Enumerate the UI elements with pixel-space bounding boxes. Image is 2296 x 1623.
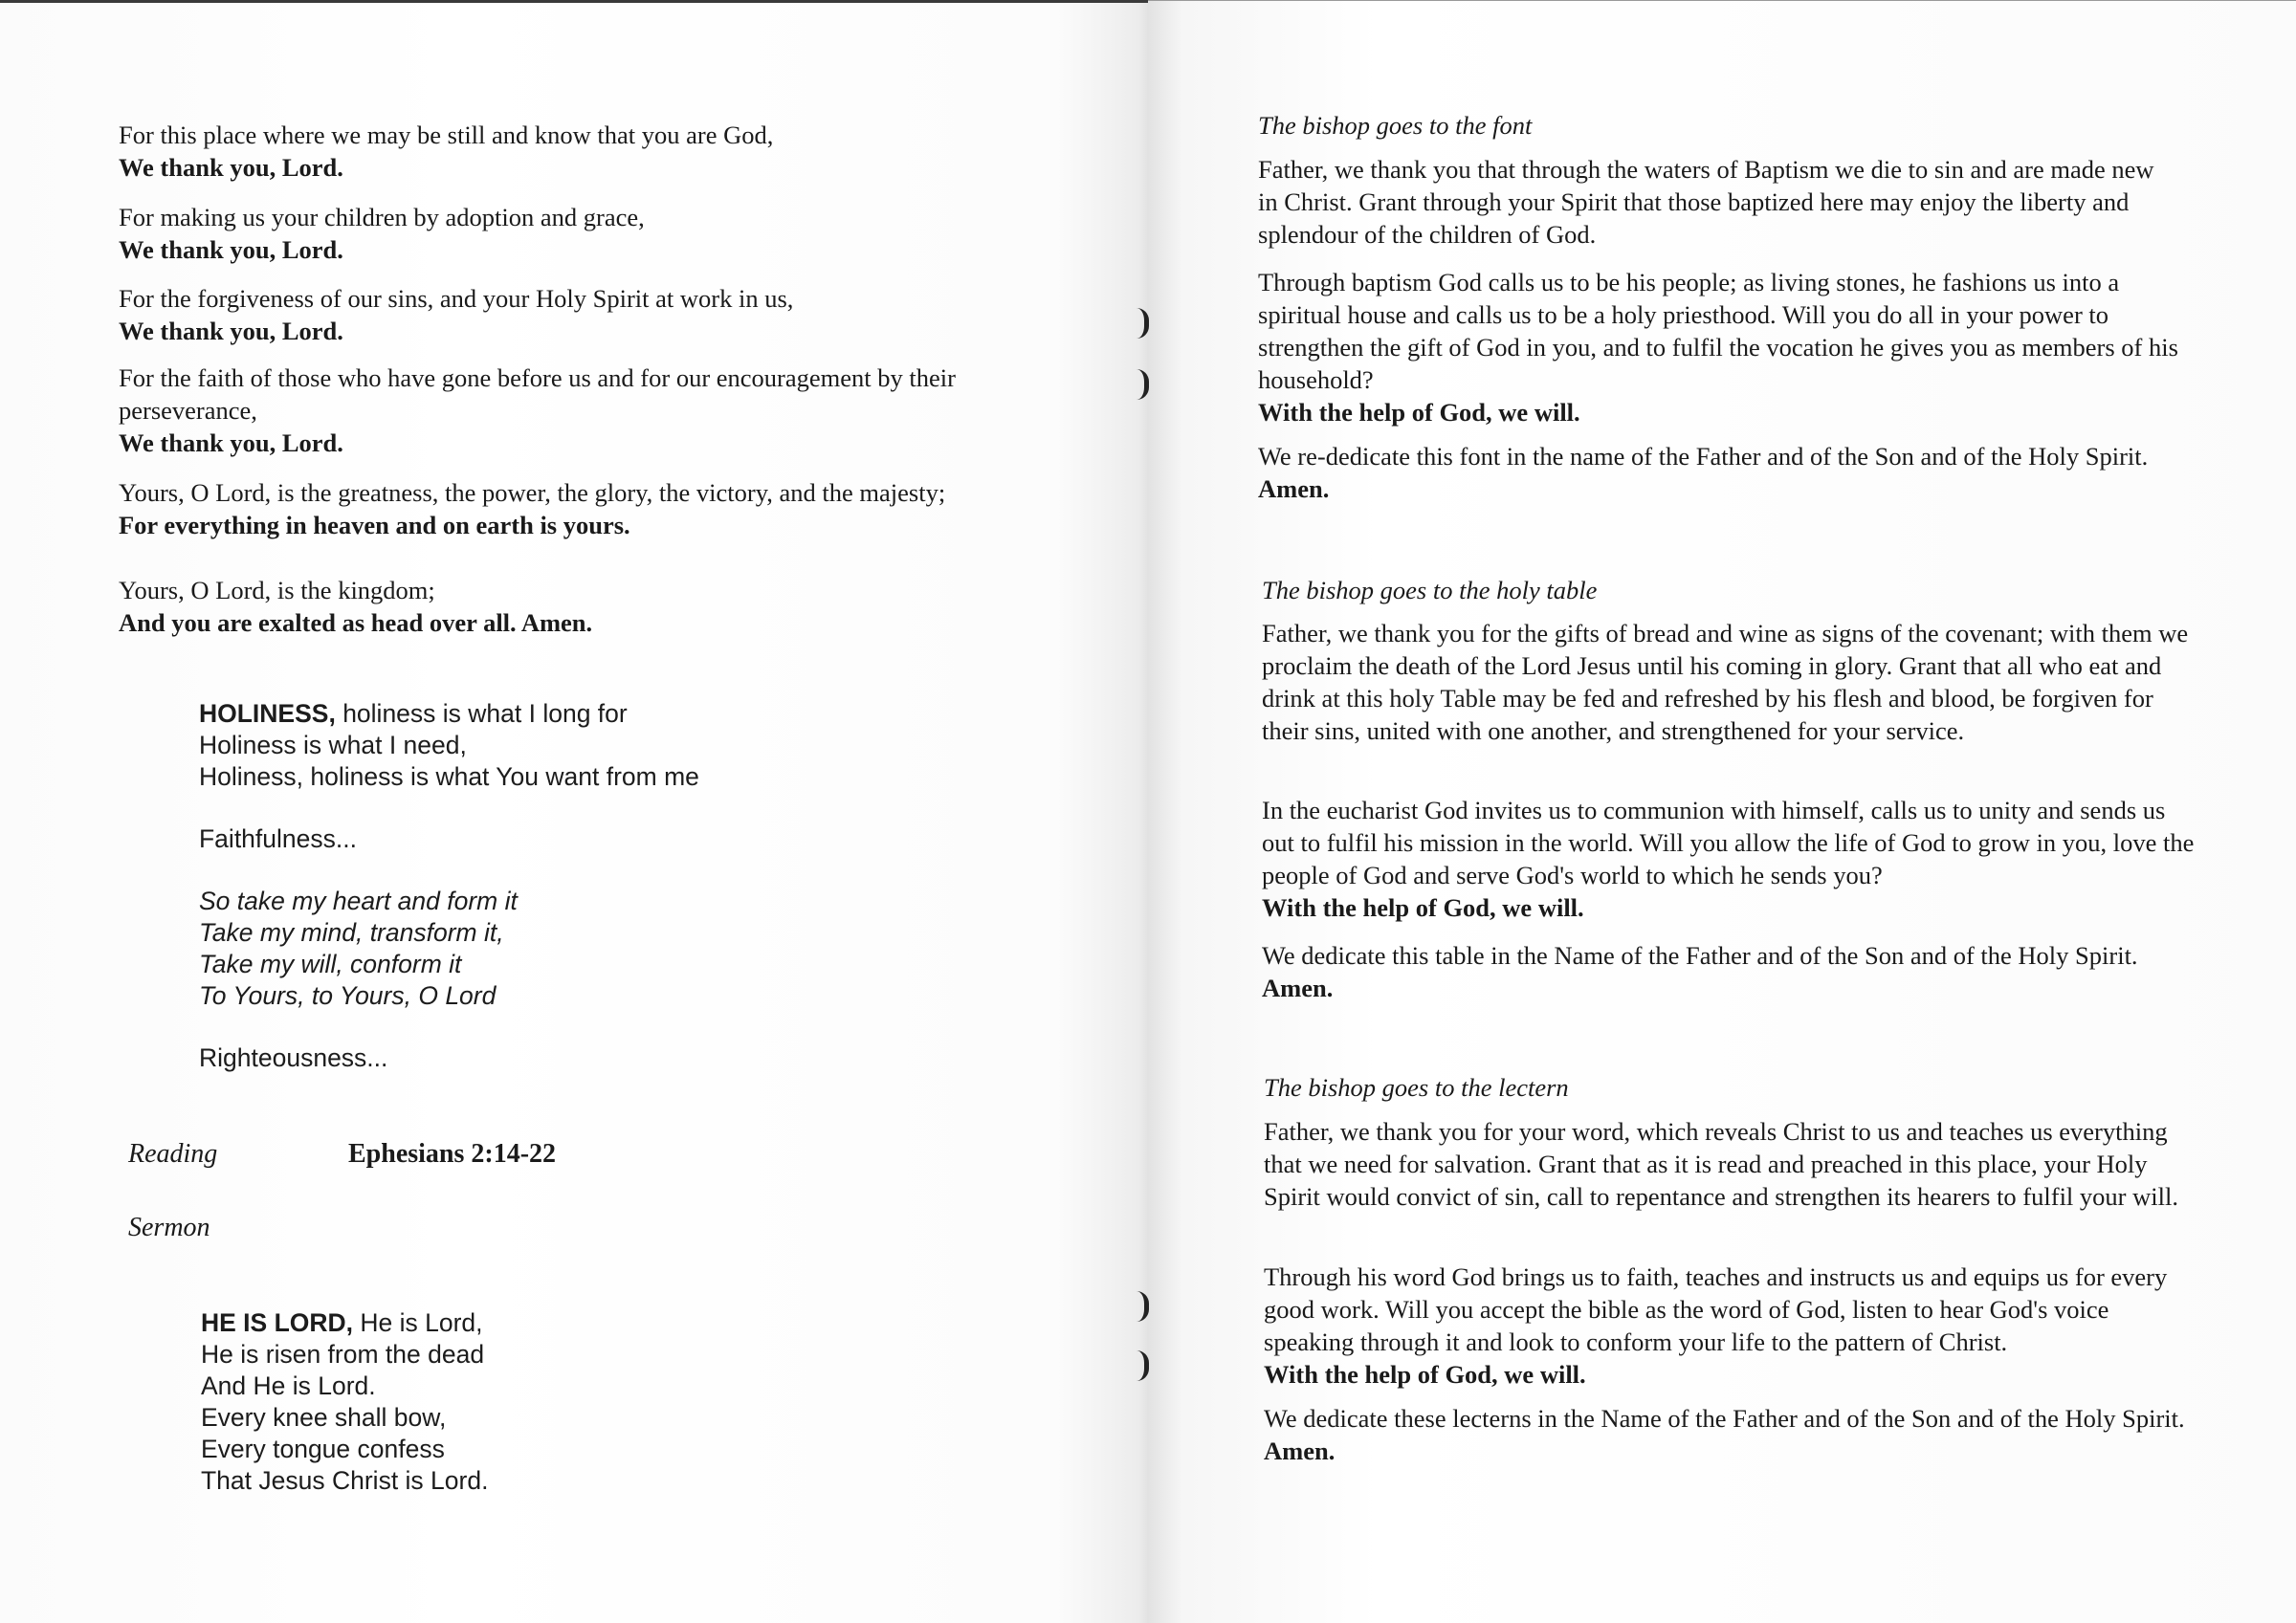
font-dedication-block [1258, 440, 2176, 505]
thanksgiving-line: For the forgiveness of our sins, and your Holy Spirit at work in us, [119, 284, 794, 313]
font-dedication: We re-dedicate this font in the name of the Father and of the Son and of the Holy Spirit. [1258, 442, 2149, 471]
reading-reference: Ephesians 2:14-22 [348, 1139, 557, 1169]
acclamation-line: Yours, O Lord, is the kingdom; [119, 576, 435, 604]
font-question-block [1258, 266, 2191, 428]
hymn-line: Every tongue confess [201, 1435, 445, 1463]
lectern-response: With the help of God, we will. [1264, 1360, 1586, 1389]
hymn-chorus-line: So take my heart and form it [199, 887, 518, 915]
sermon-label: Sermon [128, 1213, 210, 1242]
hymn-chorus-line: Take my will, conform it [199, 950, 462, 978]
table-amen: Amen. [1262, 974, 1334, 1002]
hymn-line: Holiness, holiness is what You want from me [199, 762, 699, 791]
hymn-he-is-lord [201, 1307, 488, 1497]
thanksgiving-1 [119, 119, 1056, 184]
font-response: With the help of God, we will. [1258, 398, 1580, 427]
lectern-amen: Amen. [1264, 1437, 1336, 1465]
thanksgiving-response: We thank you, Lord. [119, 428, 343, 457]
acclamation-response: For everything in heaven and on earth is yours. [119, 511, 630, 539]
hymn-title: HOLINESS, [199, 699, 336, 728]
hymn-verse: Righteousness... [199, 1043, 388, 1072]
lectern-dedication: We dedicate these lecterns in the Name of the Father and of the Son and of the Holy Spirit. [1264, 1404, 2185, 1433]
hymn-chorus-line: To Yours, to Yours, O Lord [199, 981, 497, 1010]
staple-mark [1137, 1350, 1149, 1381]
staple-mark [1137, 308, 1149, 339]
lectern-prayer: Father, we thank you for your word, which reveals Christ to us and teaches us everything that we need for salvation. Grant that as it is read and preached in this place, your Holy Spirit would convict of sin, call to repentance and strengthen its hearers to fulfil your will. [1264, 1117, 2178, 1211]
staple-mark [1137, 369, 1149, 400]
hymn-first-line [199, 698, 699, 730]
thanksgiving-4 [119, 362, 1027, 459]
acclamation-1 [119, 476, 1056, 541]
thanksgiving-response: We thank you, Lord. [119, 317, 343, 345]
table-question-block [1262, 794, 2199, 924]
rubric-lectern: The bishop goes to the lectern [1264, 1073, 1569, 1102]
hymn-line: He is Lord, [353, 1308, 483, 1337]
thanksgiving-3 [119, 282, 1056, 347]
thanksgiving-line: For this place where we may be still and know that you are God, [119, 121, 774, 149]
thanksgiving-line: For making us your children by adoption and grace, [119, 203, 645, 231]
rubric-holy-table: The bishop goes to the holy table [1262, 576, 1598, 604]
table-question: In the eucharist God invites us to communion with himself, calls us to unity and sends us out to fulfil his mission in the world. Will you allow the life of God to grow in you, love the people of God and serve God's world to which he sends you? [1262, 796, 2195, 889]
staple-mark [1137, 1291, 1149, 1322]
hymn-line: holiness is what I long for [335, 699, 628, 728]
lectern-question-block [1264, 1261, 2197, 1391]
page-top-edge [1148, 0, 2296, 1]
font-question: Through baptism God calls us to be his people; as living stones, he fashions us into a spiritual house and calls us to be a holy priesthood. Will you do all in your power to strengthen the gift of God in you, and to fulfil the vocation he gives you as members of his household? [1258, 268, 2178, 394]
table-prayer: Father, we thank you for the gifts of bread and wine as signs of the covenant; with them we proclaim the death of the Lord Jesus until his coming in glory. Grant that all who eat and drink at this holy Table may be fed and refreshed by his flesh and blood, be forgiven for their sins, united with one another, and strengthened for your service. [1262, 619, 2189, 745]
font-amen: Amen. [1258, 474, 1330, 503]
lectern-question: Through his word God brings us to faith, teaches and instructs us and equips us for every good work. Will you accept the bible as the word of God, listen to hear God's voice speaking through it and look to conform your life to the pattern of Christ. [1264, 1262, 2168, 1356]
thanksgiving-response: We thank you, Lord. [119, 153, 343, 182]
acclamation-response: And you are exalted as head over all. Amen. [119, 608, 593, 637]
thanksgiving-line: For the faith of those who have gone before us and for our encouragement by their perseverance, [119, 363, 956, 425]
hymn-line: That Jesus Christ is Lord. [201, 1466, 489, 1495]
page-top-edge [0, 0, 1148, 3]
hymn-line: Every knee shall bow, [201, 1403, 447, 1432]
table-response: With the help of God, we will. [1262, 893, 1584, 922]
hymn-line: Holiness is what I need, [199, 731, 467, 759]
reading [128, 1138, 557, 1171]
table-dedication: We dedicate this table in the Name of the Father and of the Son and of the Holy Spirit. [1262, 941, 2138, 970]
hymn-line: And He is Lord. [201, 1371, 376, 1400]
hymn-title: HE IS LORD, [201, 1308, 354, 1337]
reading-label: Reading [128, 1139, 218, 1169]
hymn-verse: Faithfulness... [199, 824, 357, 853]
thanksgiving-response: We thank you, Lord. [119, 235, 343, 264]
hymn-chorus-line: Take my mind, transform it, [199, 918, 504, 947]
thanksgiving-2 [119, 201, 1056, 266]
rubric-font: The bishop goes to the font [1258, 111, 1533, 140]
hymn-holiness [199, 698, 699, 1074]
table-dedication-block [1262, 939, 2180, 1004]
font-prayer: Father, we thank you that through the waters of Baptism we die to sin and are made new in Christ. Grant through your Spirit that those baptized here may enjoy the liberty and splendour of the children of God. [1258, 155, 2154, 249]
hymn-first-line [201, 1307, 488, 1339]
lectern-dedication-block [1264, 1402, 2197, 1467]
acclamation-line: Yours, O Lord, is the greatness, the power, the glory, the victory, and the majesty; [119, 478, 946, 507]
hymn-line: He is risen from the dead [201, 1340, 485, 1369]
acclamation-2 [119, 574, 1056, 639]
